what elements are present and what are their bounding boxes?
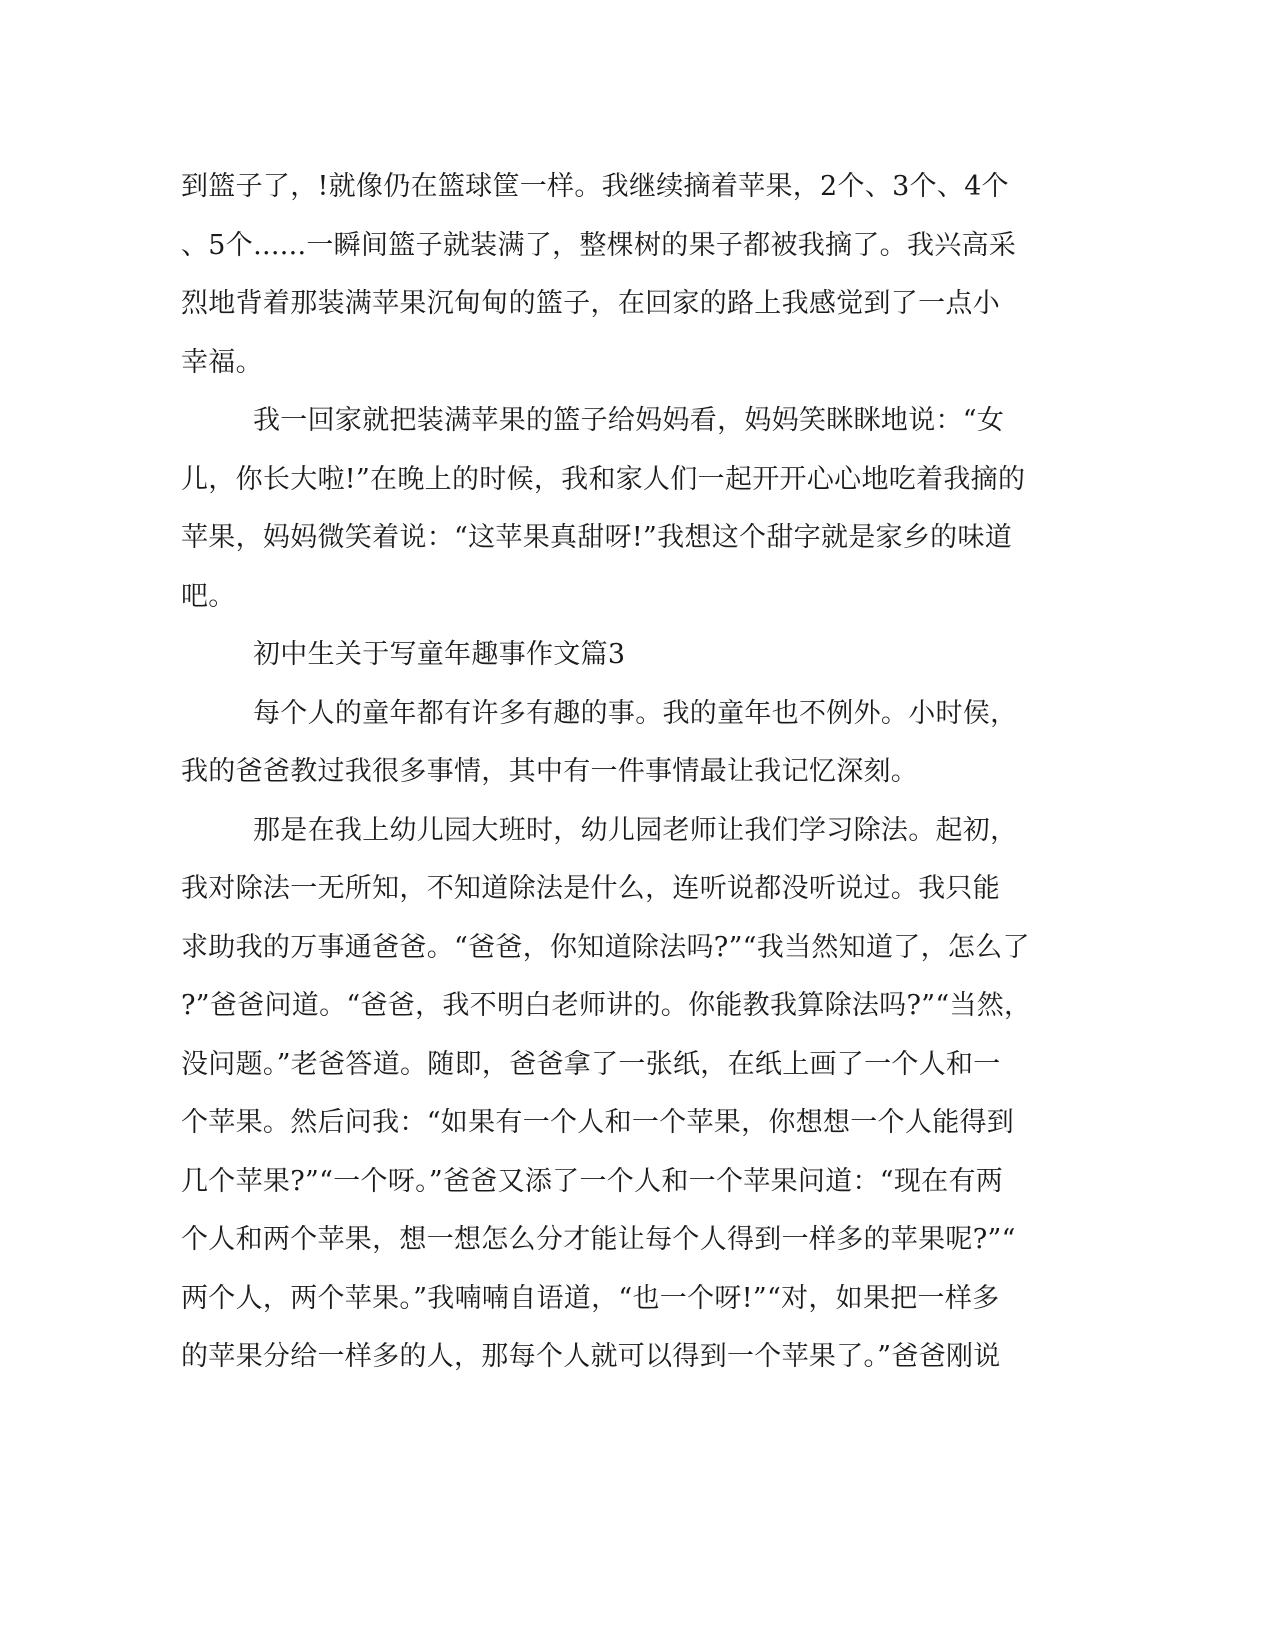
text-line: ?”爸爸问道。“爸爸，我不明白老师讲的。你能教我算除法吗?”“当然， (181, 990, 1032, 1021)
text-line: 个苹果。然后问我：“如果有一个人和一个苹果，你想想一个人能得到 (181, 1107, 1015, 1138)
document-body (181, 158, 1061, 1387)
text-line: 吧。 (181, 580, 236, 612)
text-line: 幸福。 (181, 346, 263, 378)
text-line: 儿，你长大啦!”在晚上的时候，我和家人们一起开开心心地吃着我摘的 (181, 463, 1026, 495)
text-line: 我的爸爸教过我很多事情，其中有一件事情最让我记忆深刻。 (181, 756, 919, 787)
text-line: 我对除法一无所知，不知道除法是什么，连听说都没听说过。我只能 (181, 873, 1000, 904)
text-line: 的苹果分给一样多的人，那每个人就可以得到一个苹果了。”爸爸刚说 (181, 1341, 1001, 1372)
text-line: 个人和两个苹果，想一想怎么分才能让每个人得到一样多的苹果呢?”“ (181, 1224, 1016, 1255)
text-line: 没问题。”老爸答道。随即，爸爸拿了一张纸，在纸上画了一个人和一 (181, 1048, 1001, 1080)
paragraph-first-line: 我一回家就把装满苹果的篮子给妈妈看，妈妈笑眯眯地说：“女 (253, 405, 1005, 436)
text-line: 求助我的万事通爸爸。“爸爸，你知道除法吗?”“我当然知道了，怎么了 (181, 931, 1030, 963)
text-line: 苹果，妈妈微笑着说：“这苹果真甜呀!”我想这个甜字就是家乡的味道 (181, 522, 1013, 553)
text-line: 几个苹果?”“一个呀。”爸爸又添了一个人和一个苹果问道：“现在有两 (181, 1165, 1004, 1197)
section-heading: 初中生关于写童年趣事作文篇3 (253, 639, 626, 670)
text-line: 、5个......一瞬间篮子就装满了，整棵树的果子都被我摘了。我兴高采 (181, 229, 1017, 261)
paragraph-first-line: 每个人的童年都有许多有趣的事。我的童年也不例外。小时侯， (253, 697, 1018, 729)
text-line: 两个人，两个苹果。”我喃喃自语道，“也一个呀!”“对，如果把一样多 (181, 1282, 1000, 1314)
paragraph-first-line: 那是在我上幼儿园大班时，幼儿园老师让我们学习除法。起初， (253, 814, 1018, 846)
text-line: 烈地背着那装满苹果沉甸甸的篮子，在回家的路上我感觉到了一点小 (181, 288, 1000, 319)
text-line: 到篮子了，!就像仍在篮球筐一样。我继续摘着苹果，2个、3个、4个 (181, 171, 1009, 202)
